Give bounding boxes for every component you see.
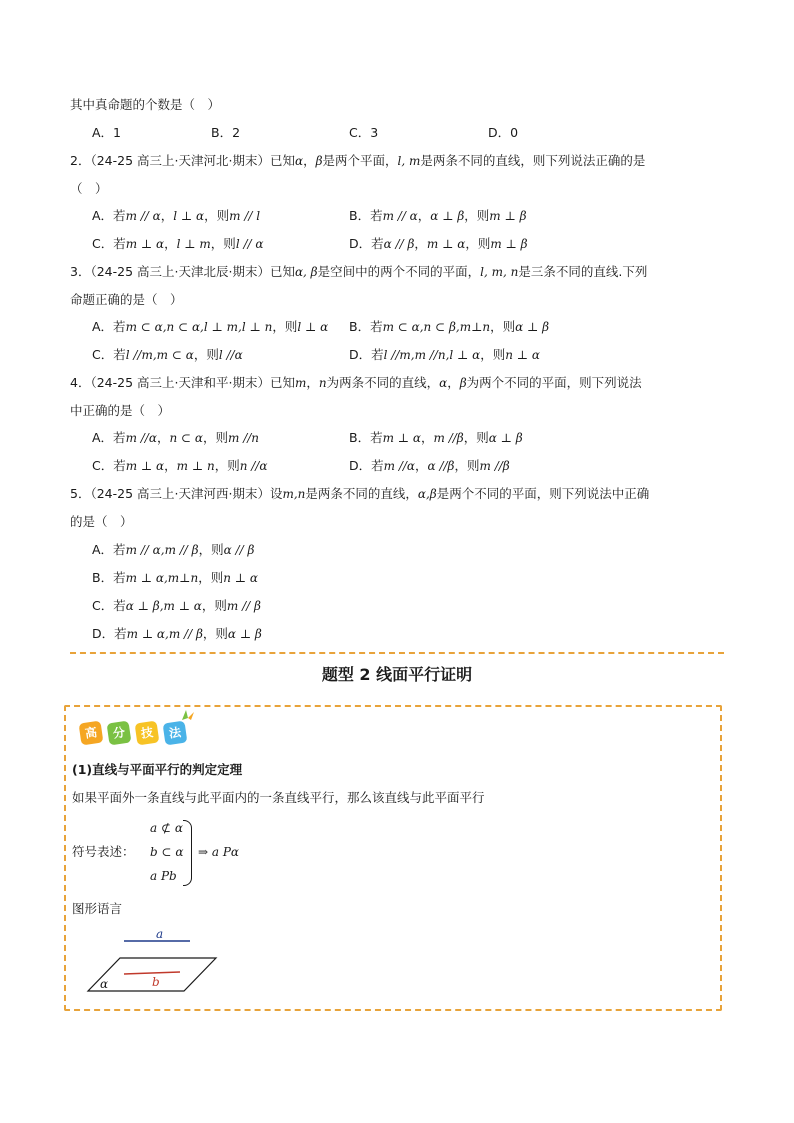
q3-option-c-then: ，则 [193, 347, 219, 362]
q3-lmn: l, m, n [480, 265, 519, 279]
q4-option-c-then: ，则 [214, 458, 240, 473]
conclusion: ⇒ a Pα [198, 845, 240, 859]
q3-alpha-beta: α, β [294, 265, 318, 279]
q5-stem-part-b: 是两条不同的直线， [305, 486, 418, 501]
section-divider [70, 652, 724, 654]
condition-1: a ⊄ α [150, 821, 183, 835]
graph-label: 图形语言 [72, 901, 123, 916]
q5-mn: m,n [282, 487, 306, 501]
q4-option-c-result: n //α [239, 459, 268, 473]
q3-option-d [349, 346, 540, 364]
tip-theorem: 如果平面外一条直线与此平面内的一条直线平行，那么该直线与此平面平行 [72, 790, 485, 805]
q3-option-a-then: ，则 [272, 319, 298, 334]
q3-stem-part-a: 3．（24-25 高三上·天津北辰·期末）已知 [70, 264, 295, 279]
symbol-label: 符号表述： [72, 844, 135, 859]
q2-option-c-then: ，则 [210, 236, 236, 251]
q3-option-a-cond: m ⊂ α,n ⊂ α,l ⊥ m,l ⊥ n [125, 320, 273, 334]
q3-stem-part-b: 是空间中的两个不同的平面， [317, 264, 481, 279]
q3-option-b [349, 318, 549, 336]
q4-option-d-result: m //β [479, 459, 510, 473]
q1-option-d: D．0 [488, 125, 519, 140]
q4-option-b-prefix: B．若 [349, 430, 383, 445]
q2-option-b-prefix: B．若 [349, 208, 383, 223]
q3-option-a [92, 318, 328, 336]
q3-stem-part-c: 是三条不同的直线.下列 [518, 264, 648, 279]
q5-stem-line2: 的是（ ） [70, 514, 133, 529]
q5-option-d [92, 625, 262, 643]
condition-2: b ⊂ α [150, 845, 184, 859]
q5-option-b-result: n ⊥ α [223, 571, 258, 585]
q2-option-a-cond1: m // α [125, 209, 161, 223]
q3-stem-line1 [70, 263, 647, 281]
q5-option-d-then: ，则 [202, 626, 228, 641]
q2-option-b: B．若m // α，α ⊥ β，则m ⊥ β [349, 208, 527, 223]
q1-option-a: A．1 [92, 125, 122, 140]
q5-option-a-prefix: A．若 [92, 542, 126, 557]
q4-stem-part-b: 为两条不同的直线， [326, 375, 440, 390]
q4-option-c-cond1: m ⊥ α [125, 459, 165, 473]
q4-option-b-cond1: m ⊥ α [382, 431, 421, 445]
q2-option-d-then: ，则 [465, 236, 491, 251]
sparkle-icon [178, 708, 196, 724]
q2-lm: l, m [397, 154, 421, 168]
badge-fa: 法 [163, 721, 188, 746]
q5-option-c-result: m // β [226, 599, 261, 613]
q2-option-d: D．若α // β，m ⊥ α，则m ⊥ β [349, 236, 528, 251]
q5-option-d-cond: m ⊥ α,m // β [126, 627, 203, 641]
q5-option-b-cond: m ⊥ α,m⊥n [125, 571, 199, 585]
q5-option-c-cond: α ⊥ β,m ⊥ α [125, 599, 202, 613]
q5-option-a-cond: m // α,m // β [125, 543, 199, 557]
q5-stem-part-c: 是两个不同的平面，则下列说法中正确 [436, 486, 650, 501]
q2-option-d-cond2: m ⊥ α [426, 237, 466, 251]
q2-option-d-prefix: D．若 [349, 236, 384, 251]
line-plane-figure [80, 925, 230, 997]
q2-option-a-prefix: A．若 [92, 208, 126, 223]
q4-stem-line1 [70, 374, 642, 392]
q5-option-b [92, 569, 258, 587]
q5-stem-line1 [70, 485, 649, 503]
badge-gao: 高 [79, 721, 104, 746]
q2-option-c: C．若m ⊥ α，l ⊥ m，则l // α [92, 236, 264, 251]
q4-comma-1: ， [306, 375, 319, 390]
q2-comma: ， [303, 153, 316, 168]
q4-option-d: D．若m //α，α //β，则m //β [349, 458, 510, 473]
q4-option-a-result: m //n [228, 431, 260, 445]
q5-option-c [92, 597, 261, 615]
q2-beta: β [315, 154, 323, 168]
q3-stem-line2: 命题正确的是（ ） [70, 292, 183, 307]
badge-ji: 技 [135, 721, 160, 746]
condition-3: a Pb [150, 869, 177, 883]
q2-option-a-cond2: l ⊥ α [173, 209, 205, 223]
q4-beta: β [459, 376, 467, 390]
q4-option-a-cond1: m //α [125, 431, 157, 445]
q2-option-d-result: m ⊥ β [490, 237, 528, 251]
q1-stem-tail: 其中真命题的个数是（ ） [70, 97, 221, 112]
q2-stem-part-a: 2．（24-25 高三上·天津河北·期末）已知 [70, 153, 295, 168]
q4-option-a: A．若m //α，n ⊂ α，则m //n [92, 430, 260, 445]
q2-option-b-cond2: α ⊥ β [430, 209, 465, 223]
q2-stem-part-c: 是两条不同的直线，则下列说法正确的是 [420, 153, 646, 168]
q2-option-c-cond1: m ⊥ α [125, 237, 165, 251]
q5-option-a-result: α // β [223, 543, 255, 557]
q2-alpha: α [294, 154, 304, 168]
q4-option-b-then: ，则 [463, 430, 489, 445]
q3-option-d-then: ，则 [480, 347, 506, 362]
q5-option-a [92, 541, 254, 559]
q3-option-c-result: l //α [218, 348, 243, 362]
q4-m: m [294, 376, 307, 390]
q3-option-c-prefix: C．若 [92, 347, 126, 362]
q4-option-a-cond2: n ⊂ α [169, 431, 203, 445]
tip-heading: (1)直线与平面平行的判定定理 [72, 762, 243, 777]
q4-option-d-then: ，则 [454, 458, 480, 473]
q5-option-a-then: ，则 [198, 542, 224, 557]
q5-option-b-then: ，则 [198, 570, 224, 585]
q2-stem-line1 [70, 152, 645, 170]
q2-option-c-result: l // α [235, 237, 264, 251]
q4-stem-part-a: 4．（24-25 高三上·天津和平·期末）已知 [70, 375, 295, 390]
q2-option-b-cond1: m // α [382, 209, 418, 223]
q2-stem-part-b: 是两个平面， [322, 153, 398, 168]
q4-option-c: C．若m ⊥ α，m ⊥ n，则n //α [92, 458, 268, 473]
q2-option-a: A．若m // α，l ⊥ α，则m // l [92, 208, 261, 223]
q4-alpha: α [439, 376, 448, 390]
q5-option-b-prefix: B．若 [92, 570, 126, 585]
q4-option-d-cond1: m //α [383, 459, 416, 473]
label-a: a [156, 927, 164, 941]
q2-option-a-result: m // l [229, 209, 261, 223]
q4-n: n [318, 376, 327, 390]
q2-option-c-prefix: C．若 [92, 236, 126, 251]
label-alpha: α [100, 977, 109, 991]
section-title: 题型 2 线面平行证明 [321, 665, 473, 684]
q4-option-b-result: α ⊥ β [488, 431, 523, 445]
label-b: b [152, 975, 160, 989]
q4-stem-part-c: 为两个不同的平面，则下列说法 [466, 375, 642, 390]
q3-option-d-result: n ⊥ α [505, 348, 541, 362]
q3-option-b-result: α ⊥ β [515, 320, 550, 334]
q4-option-d-prefix: D．若 [349, 458, 384, 473]
q3-option-c [92, 346, 243, 364]
q2-option-d-cond1: α // β [383, 237, 415, 251]
q4-option-b-cond2: m //β [433, 431, 464, 445]
badge-fen: 分 [107, 721, 132, 746]
q4-stem-line2: 中正确的是（ ） [70, 403, 171, 418]
right-brace [183, 820, 192, 886]
q3-option-a-prefix: A．若 [92, 319, 126, 334]
q4-option-a-then: ，则 [202, 430, 228, 445]
q4-option-c-prefix: C．若 [92, 458, 126, 473]
q4-option-b: B．若m ⊥ α，m //β，则α ⊥ β [349, 430, 523, 445]
q5-stem-part-a: 5．（24-25 高三上·天津河西·期末）设 [70, 486, 283, 501]
q5-option-d-prefix: D．若 [92, 626, 127, 641]
q2-option-b-result: m ⊥ β [489, 209, 527, 223]
q4-option-a-prefix: A．若 [92, 430, 126, 445]
q2-stem-line2: （ ） [70, 181, 108, 196]
q5-alpha-beta: α,β [417, 487, 437, 501]
q4-comma-2: ， [447, 375, 460, 390]
q3-option-a-result: l ⊥ α [297, 320, 329, 334]
q4-option-d-cond2: α //β [427, 459, 455, 473]
line-b [124, 972, 180, 974]
q5-option-c-prefix: C．若 [92, 598, 126, 613]
q3-option-c-cond: l //m,m ⊂ α [125, 348, 194, 362]
q3-option-b-prefix: B．若 [349, 319, 383, 334]
q2-option-b-then: ，则 [464, 208, 490, 223]
q2-option-a-then: ，则 [204, 208, 230, 223]
q5-option-c-then: ，则 [201, 598, 227, 613]
q3-option-d-cond: l //m,m //n,l ⊥ α [383, 348, 481, 362]
q1-option-b: B．2 [211, 125, 241, 140]
q1-option-c: C．3 [349, 125, 379, 140]
q5-option-d-result: α ⊥ β [227, 627, 262, 641]
q4-option-c-cond2: m ⊥ n [176, 459, 215, 473]
q2-option-c-cond2: l ⊥ m [176, 237, 211, 251]
q3-option-b-then: ，则 [490, 319, 516, 334]
q3-option-d-prefix: D．若 [349, 347, 384, 362]
q3-option-b-cond: m ⊂ α,n ⊂ β,m⊥n [382, 320, 491, 334]
